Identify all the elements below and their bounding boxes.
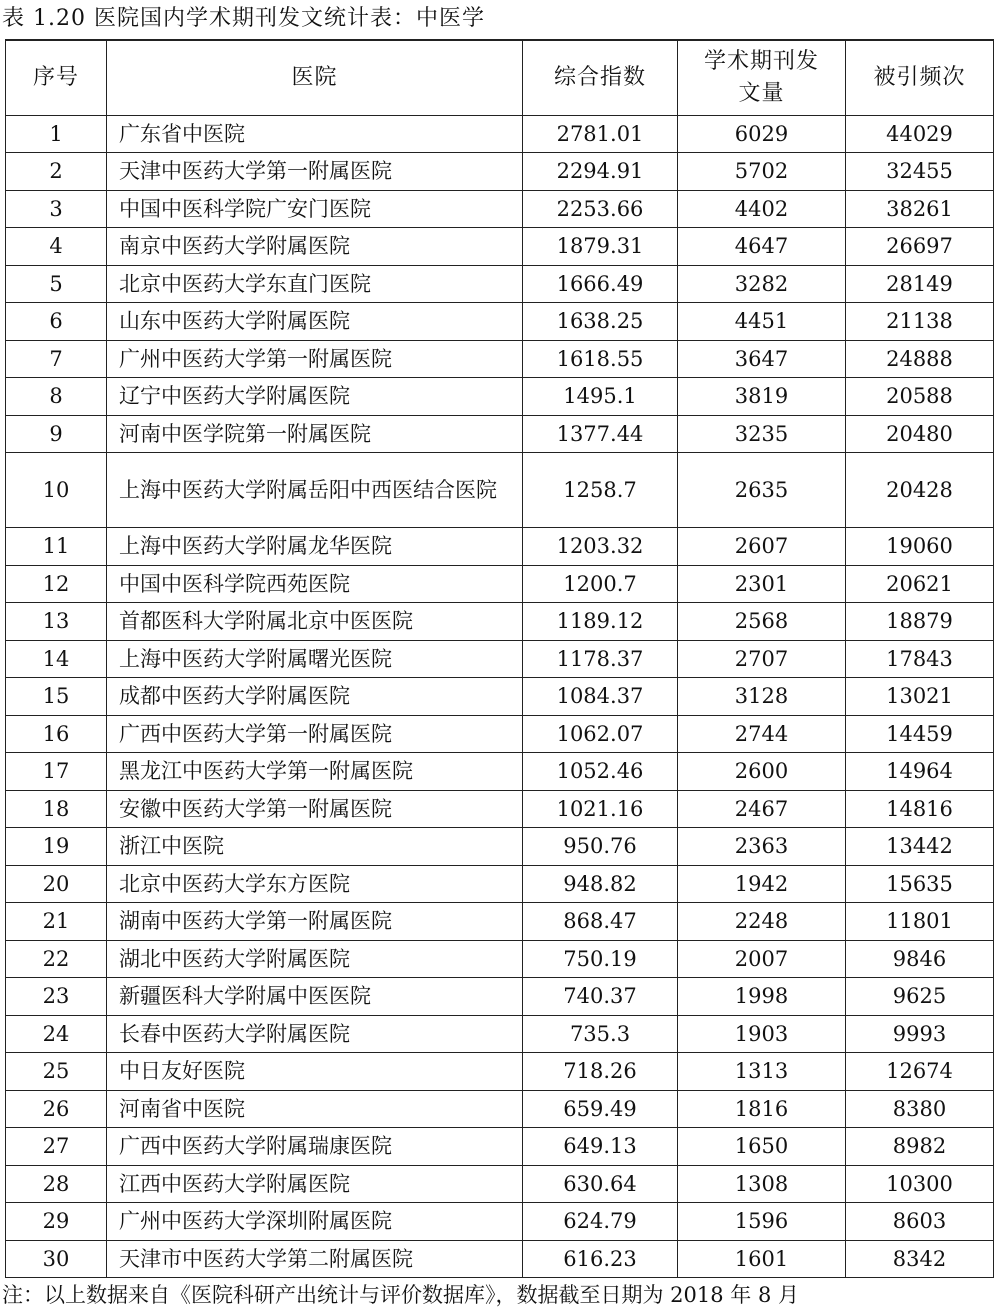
cell-no: 27	[6, 1128, 107, 1166]
cell-publications: 5702	[678, 153, 846, 191]
cell-no: 16	[6, 715, 107, 753]
cell-index: 659.49	[523, 1090, 678, 1128]
table-row	[6, 640, 994, 678]
cell-hospital: 中国中医科学院广安门医院	[107, 190, 523, 228]
cell-publications: 2363	[678, 828, 846, 866]
cell-no: 11	[6, 528, 107, 566]
cell-citations: 8982	[846, 1128, 994, 1166]
cell-publications: 2568	[678, 603, 846, 641]
cell-index: 630.64	[523, 1165, 678, 1203]
cell-publications: 1313	[678, 1053, 846, 1091]
cell-citations: 9993	[846, 1015, 994, 1053]
cell-index: 1189.12	[523, 603, 678, 641]
cell-citations: 38261	[846, 190, 994, 228]
cell-no: 7	[6, 340, 107, 378]
cell-publications: 6029	[678, 115, 846, 153]
cell-citations: 8380	[846, 1090, 994, 1128]
cell-publications: 4402	[678, 190, 846, 228]
table-row	[6, 1053, 994, 1091]
cell-hospital: 长春中医药大学附属医院	[107, 1015, 523, 1053]
cell-citations: 12674	[846, 1053, 994, 1091]
cell-no: 8	[6, 378, 107, 416]
cell-hospital: 浙江中医院	[107, 828, 523, 866]
cell-citations: 13021	[846, 678, 994, 716]
table-row	[6, 790, 994, 828]
cell-no: 12	[6, 565, 107, 603]
header-no: 序号	[6, 40, 107, 115]
cell-index: 1618.55	[523, 340, 678, 378]
cell-publications: 1942	[678, 865, 846, 903]
cell-no: 15	[6, 678, 107, 716]
table-row	[6, 1203, 994, 1241]
table-row	[6, 1090, 994, 1128]
source-note: 注：以上数据来自《医院科研产出统计与评价数据库》，数据截至日期为 2018 年 8 月	[2, 1283, 800, 1307]
table-row	[6, 1240, 994, 1278]
cell-hospital: 辽宁中医药大学附属医院	[107, 378, 523, 416]
cell-hospital: 广西中医药大学第一附属医院	[107, 715, 523, 753]
cell-publications: 3128	[678, 678, 846, 716]
cell-index: 750.19	[523, 940, 678, 978]
cell-citations: 8603	[846, 1203, 994, 1241]
cell-hospital: 首都医科大学附属北京中医医院	[107, 603, 523, 641]
cell-index: 740.37	[523, 978, 678, 1016]
cell-citations: 9625	[846, 978, 994, 1016]
cell-publications: 2248	[678, 903, 846, 941]
cell-publications: 3647	[678, 340, 846, 378]
cell-index: 1258.7	[523, 453, 678, 528]
table-row	[6, 1165, 994, 1203]
cell-publications: 4647	[678, 228, 846, 266]
cell-publications: 3235	[678, 415, 846, 453]
cell-publications: 2607	[678, 528, 846, 566]
cell-no: 1	[6, 115, 107, 153]
cell-citations: 44029	[846, 115, 994, 153]
header-hospital: 医院	[107, 40, 523, 115]
cell-no: 25	[6, 1053, 107, 1091]
cell-hospital: 北京中医药大学东直门医院	[107, 265, 523, 303]
table-row	[6, 228, 994, 266]
cell-hospital: 广西中医药大学附属瑞康医院	[107, 1128, 523, 1166]
table-row	[6, 1015, 994, 1053]
cell-index: 1084.37	[523, 678, 678, 716]
table-row	[6, 978, 994, 1016]
cell-hospital: 天津中医药大学第一附属医院	[107, 153, 523, 191]
cell-index: 948.82	[523, 865, 678, 903]
cell-citations: 20428	[846, 453, 994, 528]
cell-hospital: 上海中医药大学附属曙光医院	[107, 640, 523, 678]
cell-publications: 2301	[678, 565, 846, 603]
cell-index: 624.79	[523, 1203, 678, 1241]
cell-hospital: 河南中医学院第一附属医院	[107, 415, 523, 453]
cell-hospital: 新疆医科大学附属中医医院	[107, 978, 523, 1016]
table-row	[6, 190, 994, 228]
cell-index: 2781.01	[523, 115, 678, 153]
cell-publications: 2600	[678, 753, 846, 791]
cell-index: 1052.46	[523, 753, 678, 791]
cell-no: 5	[6, 265, 107, 303]
cell-hospital: 安徽中医药大学第一附属医院	[107, 790, 523, 828]
table-row	[6, 828, 994, 866]
cell-publications: 2707	[678, 640, 846, 678]
cell-publications: 1650	[678, 1128, 846, 1166]
cell-index: 649.13	[523, 1128, 678, 1166]
cell-no: 23	[6, 978, 107, 1016]
cell-publications: 2635	[678, 453, 846, 528]
table-row	[6, 153, 994, 191]
cell-citations: 28149	[846, 265, 994, 303]
table-row	[6, 940, 994, 978]
table-row	[6, 340, 994, 378]
cell-hospital: 天津市中医药大学第二附属医院	[107, 1240, 523, 1278]
cell-publications: 3819	[678, 378, 846, 416]
cell-index: 735.3	[523, 1015, 678, 1053]
cell-citations: 20480	[846, 415, 994, 453]
cell-no: 24	[6, 1015, 107, 1053]
cell-index: 1203.32	[523, 528, 678, 566]
cell-no: 18	[6, 790, 107, 828]
header-publications: 学术期刊发文量	[678, 40, 846, 115]
cell-index: 2294.91	[523, 153, 678, 191]
cell-no: 13	[6, 603, 107, 641]
cell-publications: 1601	[678, 1240, 846, 1278]
cell-index: 1495.1	[523, 378, 678, 416]
cell-citations: 17843	[846, 640, 994, 678]
table-row	[6, 265, 994, 303]
cell-citations: 15635	[846, 865, 994, 903]
table-row	[6, 528, 994, 566]
table-caption: 表 1.20 医院国内学术期刊发文统计表：中医学	[2, 6, 485, 31]
cell-hospital: 成都中医药大学附属医院	[107, 678, 523, 716]
cell-no: 4	[6, 228, 107, 266]
cell-index: 1377.44	[523, 415, 678, 453]
cell-publications: 2007	[678, 940, 846, 978]
table-row	[6, 678, 994, 716]
cell-index: 718.26	[523, 1053, 678, 1091]
cell-citations: 14964	[846, 753, 994, 791]
cell-publications: 2744	[678, 715, 846, 753]
table-row	[6, 415, 994, 453]
cell-no: 20	[6, 865, 107, 903]
cell-no: 10	[6, 453, 107, 528]
cell-hospital: 河南省中医院	[107, 1090, 523, 1128]
cell-citations: 11801	[846, 903, 994, 941]
cell-no: 21	[6, 903, 107, 941]
cell-no: 6	[6, 303, 107, 341]
cell-hospital: 北京中医药大学东方医院	[107, 865, 523, 903]
table-body	[6, 115, 994, 1278]
cell-citations: 14459	[846, 715, 994, 753]
cell-publications: 1816	[678, 1090, 846, 1128]
table-row	[6, 378, 994, 416]
cell-no: 28	[6, 1165, 107, 1203]
cell-no: 3	[6, 190, 107, 228]
header-index: 综合指数	[523, 40, 678, 115]
cell-hospital: 湖南中医药大学第一附属医院	[107, 903, 523, 941]
cell-no: 17	[6, 753, 107, 791]
table-row	[6, 115, 994, 153]
cell-index: 1638.25	[523, 303, 678, 341]
cell-hospital: 广州中医药大学深圳附属医院	[107, 1203, 523, 1241]
cell-no: 14	[6, 640, 107, 678]
table-row	[6, 1128, 994, 1166]
cell-hospital: 中日友好医院	[107, 1053, 523, 1091]
cell-no: 22	[6, 940, 107, 978]
cell-citations: 20621	[846, 565, 994, 603]
cell-index: 2253.66	[523, 190, 678, 228]
cell-index: 1879.31	[523, 228, 678, 266]
header-row	[6, 40, 994, 115]
cell-hospital: 中国中医科学院西苑医院	[107, 565, 523, 603]
table-row	[6, 903, 994, 941]
cell-hospital: 南京中医药大学附属医院	[107, 228, 523, 266]
table-row	[6, 715, 994, 753]
cell-publications: 1308	[678, 1165, 846, 1203]
table-row	[6, 303, 994, 341]
cell-citations: 26697	[846, 228, 994, 266]
hospital-stats-table	[5, 39, 994, 1278]
cell-citations: 21138	[846, 303, 994, 341]
cell-hospital: 湖北中医药大学附属医院	[107, 940, 523, 978]
cell-index: 616.23	[523, 1240, 678, 1278]
cell-hospital: 山东中医药大学附属医院	[107, 303, 523, 341]
cell-index: 950.76	[523, 828, 678, 866]
cell-hospital: 江西中医药大学附属医院	[107, 1165, 523, 1203]
cell-no: 2	[6, 153, 107, 191]
cell-index: 1062.07	[523, 715, 678, 753]
table-row	[6, 603, 994, 641]
cell-hospital: 上海中医药大学附属岳阳中西医结合医院	[107, 453, 523, 528]
cell-citations: 32455	[846, 153, 994, 191]
cell-index: 868.47	[523, 903, 678, 941]
cell-publications: 4451	[678, 303, 846, 341]
header-citations: 被引频次	[846, 40, 994, 115]
cell-hospital: 广东省中医院	[107, 115, 523, 153]
cell-citations: 18879	[846, 603, 994, 641]
cell-publications: 2467	[678, 790, 846, 828]
cell-citations: 24888	[846, 340, 994, 378]
table-row	[6, 565, 994, 603]
cell-no: 9	[6, 415, 107, 453]
cell-publications: 1998	[678, 978, 846, 1016]
cell-citations: 10300	[846, 1165, 994, 1203]
cell-citations: 9846	[846, 940, 994, 978]
cell-publications: 3282	[678, 265, 846, 303]
cell-citations: 13442	[846, 828, 994, 866]
cell-no: 30	[6, 1240, 107, 1278]
table-row	[6, 753, 994, 791]
cell-hospital: 广州中医药大学第一附属医院	[107, 340, 523, 378]
cell-hospital: 上海中医药大学附属龙华医院	[107, 528, 523, 566]
table-row	[6, 453, 994, 528]
cell-citations: 19060	[846, 528, 994, 566]
cell-no: 19	[6, 828, 107, 866]
cell-hospital: 黑龙江中医药大学第一附属医院	[107, 753, 523, 791]
cell-citations: 14816	[846, 790, 994, 828]
cell-citations: 8342	[846, 1240, 994, 1278]
cell-index: 1021.16	[523, 790, 678, 828]
cell-index: 1666.49	[523, 265, 678, 303]
cell-index: 1178.37	[523, 640, 678, 678]
cell-publications: 1903	[678, 1015, 846, 1053]
cell-citations: 20588	[846, 378, 994, 416]
cell-no: 26	[6, 1090, 107, 1128]
cell-index: 1200.7	[523, 565, 678, 603]
cell-no: 29	[6, 1203, 107, 1241]
table-row	[6, 865, 994, 903]
cell-publications: 1596	[678, 1203, 846, 1241]
